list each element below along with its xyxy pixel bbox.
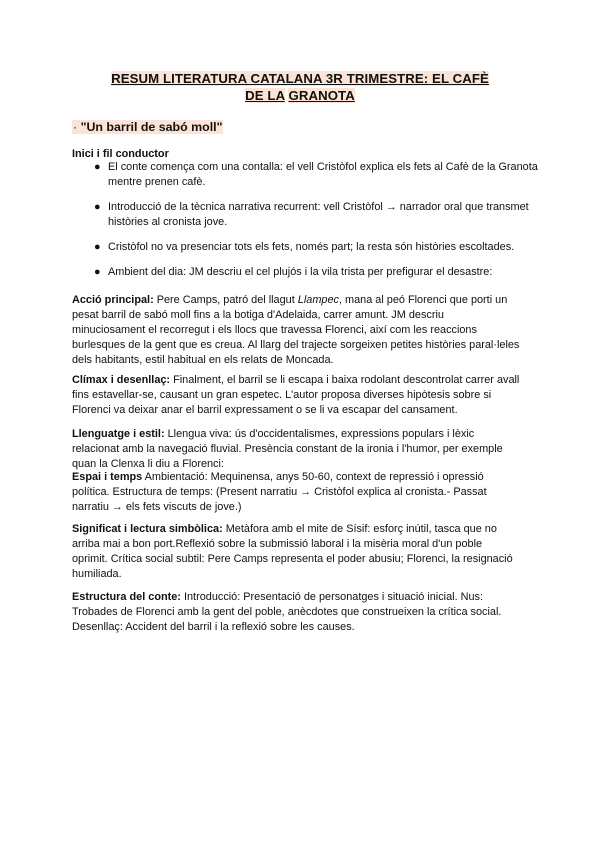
title-line-1: RESUM LITERATURA CATALANA 3R TRIMESTRE: EL CAFÈ — [111, 71, 489, 86]
accio-label: Acció principal: — [72, 294, 154, 306]
accio-text-2: , mana al peó Florenci que porti un pesat barril de sabó moll fins a la botiga d'Adelaida, carrer amunt. JM descriu minuciosament el recorregut i els llocs que travessa Florenci, així com les reaccions burlesques de la gent que es creua. Al llarg del trajecte sorgeixen petites històries paral·leles dels habitants, estil habitual en els relats de Moncada. — [72, 294, 520, 366]
espai-paragraph — [72, 470, 520, 515]
inici-heading-text: Inici i fil conductor — [72, 148, 169, 160]
estructura-text: Introducció: Presentació de personatges i situació inicial. Nus: Trobades de Florenci amb la gent del poble, anècdotes que construeixen la crítica social. Desenllaç: Accident del barril i la reflexió sobre les causes. — [72, 591, 502, 633]
inici-bullet-4-text: Ambient del dia: JM descriu el cel plujós i la vila trista per prefigurar el desastre: — [108, 266, 493, 278]
llenguatge-paragraph — [72, 427, 520, 472]
inici-bullet-2 — [90, 200, 538, 230]
section-dot: · — [73, 120, 78, 134]
estructura-paragraph — [72, 590, 520, 635]
accio-paragraph — [72, 293, 520, 368]
climax-paragraph — [72, 373, 520, 418]
section-heading-text: "Un barril de sabó moll" — [80, 120, 223, 134]
inici-bullet-3 — [90, 240, 538, 255]
inici-bullet-1-text: El conte comença com una contalla: el vell Cristòfol explica els fets al Cafè de la Granota mentre prenen cafè. — [108, 161, 538, 188]
bullet-marker: ● — [94, 201, 101, 213]
bullet-marker: ● — [94, 241, 101, 253]
accio-text-1: Pere Camps, patró del llagut — [156, 294, 295, 306]
accio-italic: Llampec — [297, 294, 339, 306]
inici-bullet-4 — [90, 265, 538, 280]
llenguatge-label: Llenguatge i estil: — [72, 428, 165, 440]
title-line-2b: GRANOTA — [288, 88, 355, 103]
document-title — [60, 70, 540, 104]
bullet-marker: ● — [94, 161, 101, 173]
significat-label: Significat i lectura simbòlica: — [72, 523, 223, 535]
inici-bullet-2-text: Introducció de la tècnica narrativa recurrent: vell Cristòfol → narrador oral que transmet històries al cronista jove. — [108, 201, 529, 228]
estructura-label: Estructura del conte: — [72, 591, 181, 603]
title-line-2a: DE LA — [245, 88, 285, 103]
significat-paragraph — [72, 522, 520, 582]
espai-text: Ambientació: Mequinensa, anys 50-60, context de repressió i opressió política. Estructura de temps: (Present narratiu → Cristòfol explica al cronista.- Passat narratiu → els fets viscuts de jove.) — [72, 471, 487, 513]
espai-label: Espai i temps — [72, 471, 143, 483]
llenguatge-text: Llengua viva: ús d'occidentalismes, expressions populars i lèxic relacionat amb la navegació fluvial. Presència constant de la ironia i l'humor, per exemple quan la Clenxa li diu a Florenci: — [72, 428, 503, 470]
climax-label: Clímax i desenllaç: — [72, 374, 171, 386]
bullet-marker: ● — [94, 266, 101, 278]
section-heading — [72, 120, 223, 134]
significat-text: Metàfora amb el mite de Sísif: esforç inútil, tasca que no arriba mai a bon port.Reflexió sobre la submissió laboral i la misèria moral d'un poble oprimit. Crítica social subtil: Pere Camps representa el poder abusiu; Florenci, la resignació humiliada. — [72, 523, 513, 580]
inici-bullet-1 — [90, 160, 538, 190]
climax-text: Finalment, el barril se li escapa i baixa rodolant descontrolat carrer avall fins estavellar-se, causant un gran espetec. L'autor proposa diverses hipòtesis sobre si Florenci va deixar anar el barril expressament o se li va escapar del cansament. — [72, 374, 520, 416]
inici-bullet-3-text: Cristòfol no va presenciar tots els fets, només part; la resta són històries escoltades. — [108, 241, 515, 253]
